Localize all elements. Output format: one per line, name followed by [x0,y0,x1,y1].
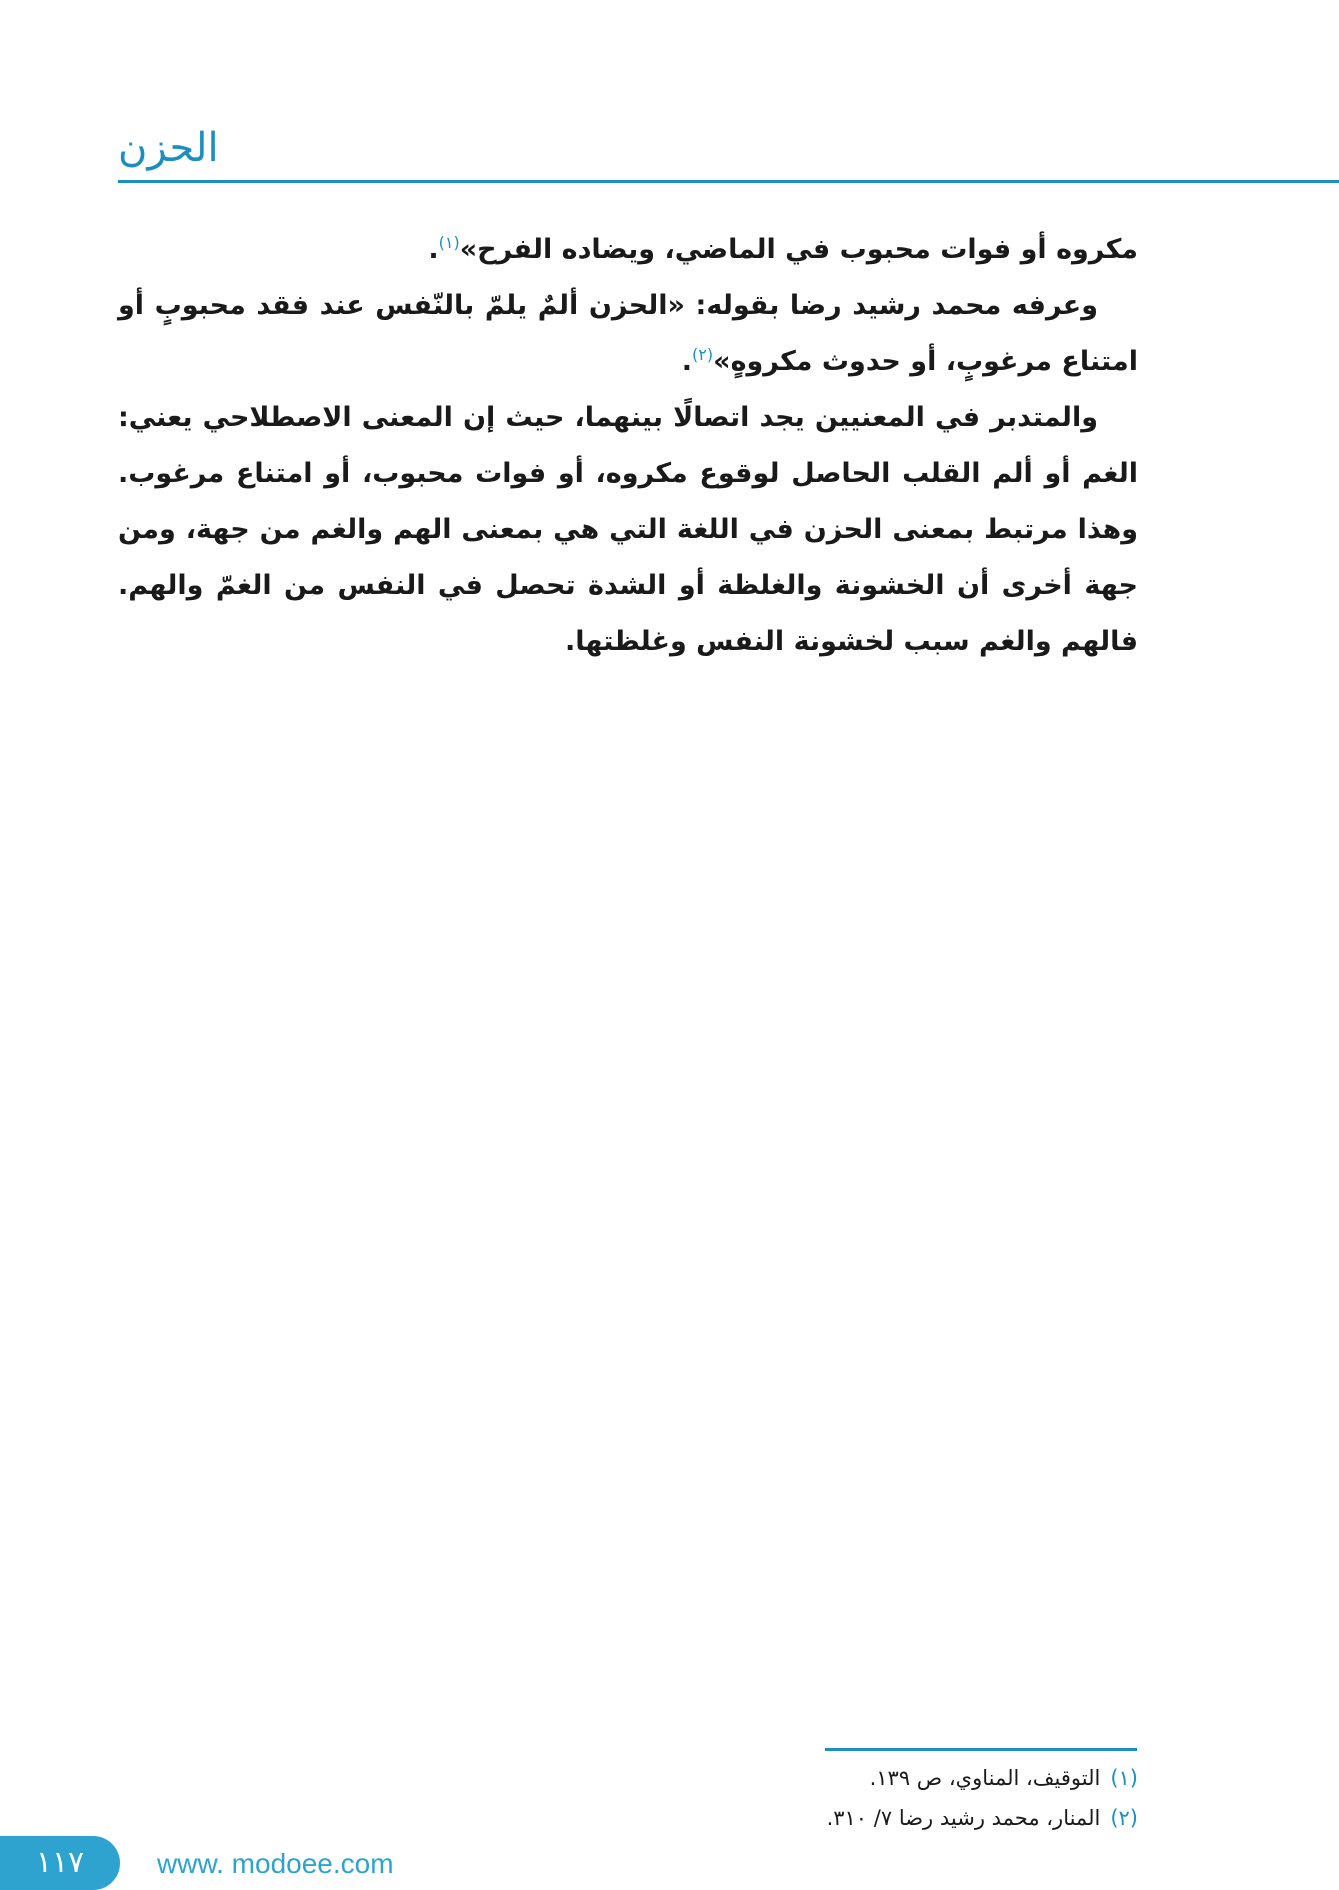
footnotes [600,1758,1138,1838]
footnote-ref-2[interactable]: (٢) [692,345,714,364]
footnote-1-number: (١) [1110,1766,1138,1790]
header-divider [118,180,1339,183]
footnote-divider [825,1748,1137,1751]
paragraph-3 [118,390,1138,670]
chapter-title: الحزن [118,125,219,171]
footnote-2 [600,1798,1138,1838]
website-link[interactable]: www. modoee.com [157,1848,394,1879]
paragraph-1-text: مكروه أو فوات محبوب في الماضي، ويضاده الفرح» [459,234,1138,265]
footnote-2-number: (٢) [1110,1806,1138,1830]
footnote-2-text: المنار، محمد رشيد رضا ٧/ ٣١٠. [826,1806,1101,1830]
page-number-badge: ١١٧ [0,1836,120,1890]
paragraph-1 [118,222,1138,278]
footnote-ref-1[interactable]: (١) [438,233,460,252]
paragraph-1-end: . [428,234,439,265]
main-text [118,222,1138,670]
paragraph-2 [118,278,1138,390]
paragraph-3-text: والمتدبر في المعنيين يجد اتصالًا بينهما، حيث إن المعنى الاصطلاحي يعني: الغم أو ألم القلب الحاصل لوقوع مكروه، أو فوات محبوب، أو امتناع مرغوب. وهذا مرتبط بمعنى الحزن في اللغة التي هي بمعنى الهم والغم من جهة، ومن جهة أخرى أن الخشونة والغلظة أو الشدة تحصل في النفس من الغمّ والهم. فالهم والغم سبب لخشونة النفس وغلظتها. [118,402,1138,657]
paragraph-2-text: وعرفه محمد رشيد رضا بقوله: «الحزن ألمٌ يلمّ بالنّفس عند فقد محبوبٍ أو امتناع مرغوبٍ، أو حدوث مكروهٍ» [118,290,1138,377]
footnote-1-text: التوقيف، المناوي، ص ١٣٩. [869,1766,1101,1790]
paragraph-2-end: . [681,346,693,377]
footnote-1 [600,1758,1138,1798]
